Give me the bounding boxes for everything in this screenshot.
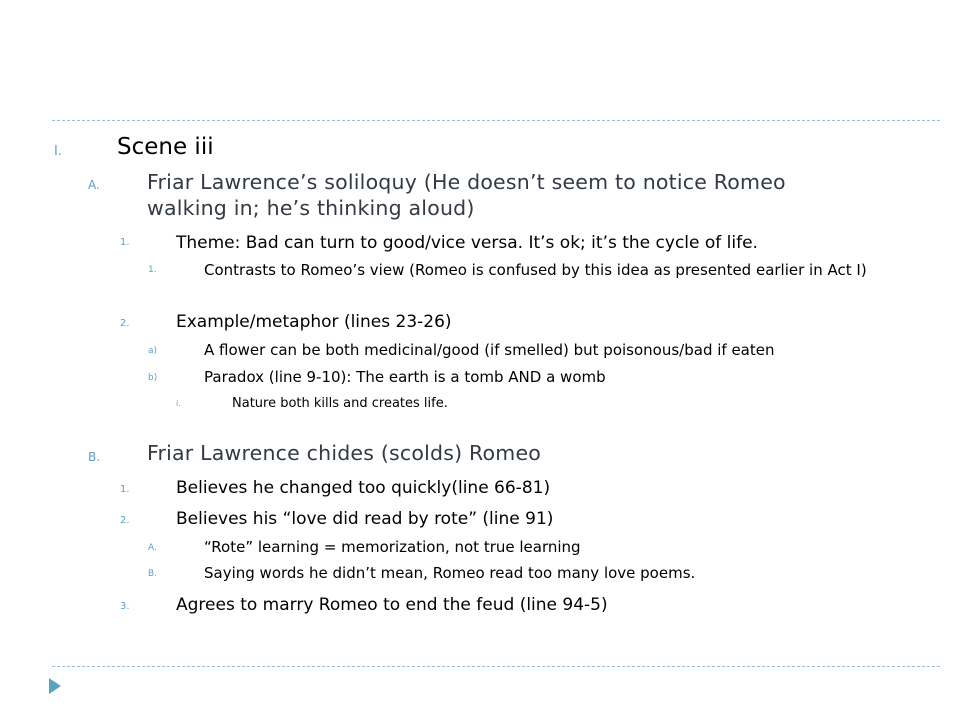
outline-marker: i. — [176, 399, 181, 408]
outline-marker: A. — [148, 543, 157, 553]
love-poems-text: Saying words he didn’t mean, Romeo read too many love poems. — [204, 564, 696, 582]
outline-marker: a) — [148, 346, 158, 356]
outline-marker: B. — [88, 450, 101, 464]
outline-marker: 3. — [120, 601, 130, 612]
rote-text: Believes his “love did read by rote” (line 91) — [176, 509, 554, 529]
nature-text: Nature both kills and creates life. — [232, 396, 448, 411]
section-a-heading: Friar Lawrence’s soliloquy (He doesn’t seem to notice Romeo walking in; he’s thinking aloud) — [147, 170, 786, 220]
outline-marker: A. — [88, 178, 100, 192]
theme-text: Theme: Bad can turn to good/vice versa. It’s ok; it’s the cycle of life. — [176, 233, 758, 253]
changed-text: Believes he changed too quickly(line 66-81) — [176, 478, 551, 498]
rote-learning-text: “Rote” learning = memorization, not true learning — [204, 538, 581, 556]
triangle-right-icon[interactable] — [48, 677, 62, 695]
flower-text: A flower can be both medicinal/good (if smelled) but poisonous/bad if eaten — [204, 341, 775, 359]
marry-text: Agrees to marry Romeo to end the feud (line 94-5) — [176, 595, 608, 615]
outline-marker: I. — [54, 144, 62, 159]
example-text: Example/metaphor (lines 23-26) — [176, 312, 452, 332]
triangle-right-shape — [49, 678, 61, 694]
paradox-text: Paradox (line 9-10): The earth is a tomb AND a womb — [204, 368, 606, 386]
outline-marker: 2. — [120, 318, 130, 329]
outline-marker: 1. — [120, 237, 130, 248]
outline-marker: b) — [148, 373, 158, 383]
outline-marker: B. — [148, 569, 158, 579]
contrast-text: Contrasts to Romeo’s view (Romeo is confused by this idea as presented earlier in Act I) — [204, 261, 867, 279]
bottom-divider — [52, 666, 940, 667]
outline-marker: 2. — [120, 515, 130, 526]
section-b-heading: Friar Lawrence chides (scolds) Romeo — [147, 441, 542, 465]
outline-marker: 1. — [148, 265, 157, 275]
scene-heading: Scene iii — [117, 134, 214, 160]
outline-marker: 1. — [120, 484, 130, 495]
